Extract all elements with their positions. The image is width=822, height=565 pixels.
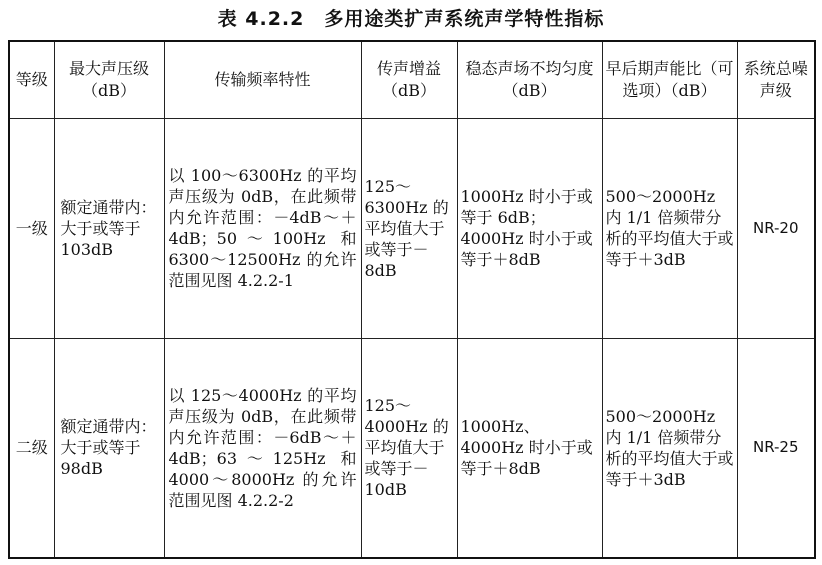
gain-cell: 125～4000Hz 的平均值大于或等于－10dB — [361, 338, 457, 558]
noise-cell: NR-25 — [737, 338, 815, 558]
energy-ratio-cell: 500～2000Hz 内 1/1 倍频带分析的平均值大于或等于＋3dB — [602, 338, 737, 558]
header-max-spl: 最大声压级（dB） — [54, 41, 164, 119]
noise-cell: NR-20 — [737, 119, 815, 338]
uniformity-cell: 1000Hz 时小于或等于 6dB；4000Hz 时小于或等于＋8dB — [457, 119, 602, 338]
gain-cell: 125～6300Hz 的平均值大于或等于－8dB — [361, 119, 457, 338]
header-gain: 传声增益（dB） — [361, 41, 457, 119]
max-spl-cell: 额定通带内：大于或等于 103dB — [54, 119, 164, 338]
header-noise: 系统总噪声级 — [737, 41, 815, 119]
header-row — [9, 41, 815, 119]
header-freq-response: 传输频率特性 — [164, 41, 361, 119]
grade-cell: 二级 — [9, 338, 54, 558]
header-grade: 等级 — [9, 41, 54, 119]
acoustic-spec-table — [8, 40, 816, 559]
table-title: 表 4.2.2 多用途类扩声系统声学特性指标 — [217, 8, 605, 30]
max-spl-cell: 额定通带内：大于或等于 98dB — [54, 338, 164, 558]
grade-cell: 一级 — [9, 119, 54, 338]
energy-ratio-cell: 500～2000Hz 内 1/1 倍频带分析的平均值大于或等于＋3dB — [602, 119, 737, 338]
table-row — [9, 119, 815, 338]
freq-response-cell: 以 100～6300Hz 的平均声压级为 0dB，在此频带内允许范围：－4dB～＋4dB；50～100Hz 和 6300～12500Hz 的允许范围见图 4.2.2-1 — [164, 119, 361, 338]
freq-response-cell: 以 125～4000Hz 的平均声压级为 0dB，在此频带内允许范围：－6dB～＋4dB；63～125Hz 和 4000～8000Hz 的允许范围见图 4.2.2-2 — [164, 338, 361, 558]
header-energy-ratio: 早后期声能比（可选项）（dB） — [602, 41, 737, 119]
header-uniformity: 稳态声场不均匀度（dB） — [457, 41, 602, 119]
table-row — [9, 338, 815, 558]
uniformity-cell: 1000Hz、4000Hz 时小于或等于＋8dB — [457, 338, 602, 558]
